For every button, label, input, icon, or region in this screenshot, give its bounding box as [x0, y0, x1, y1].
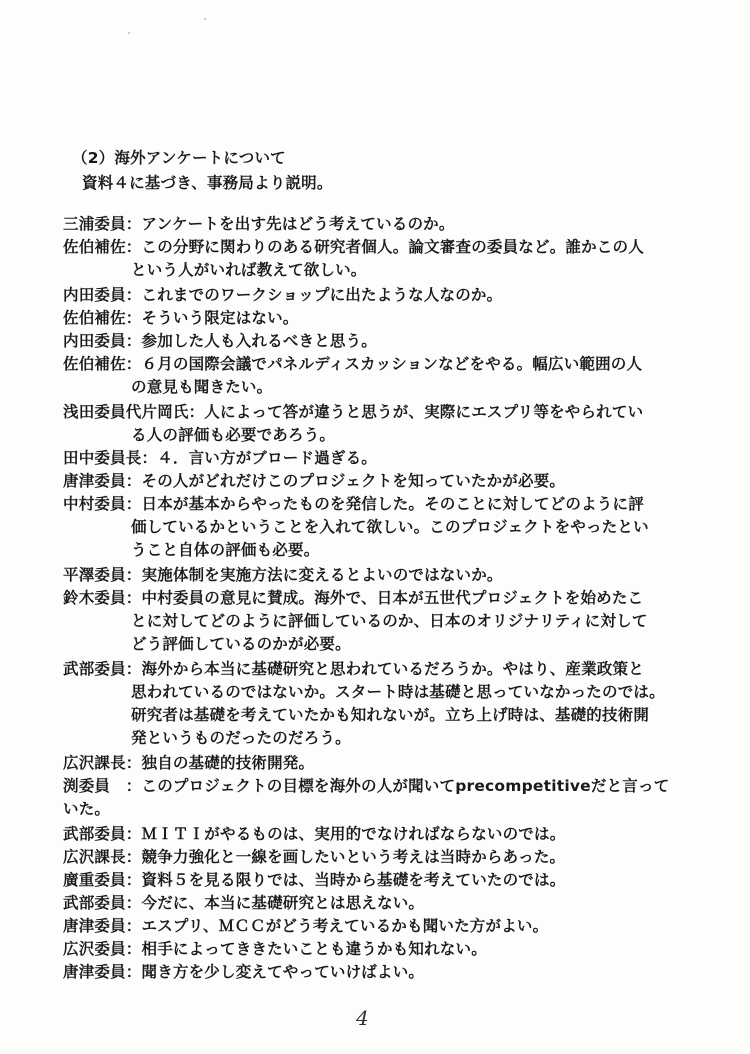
- minutes-line: 広沢課長：独自の基礎的技術開発。: [63, 754, 315, 772]
- minutes-line: 浅田委員代片岡氏：人によって答が違うと思うが、実際にエスプリ等をやられてい: [63, 403, 644, 421]
- minutes-line: 武部委員：海外から本当に基礎研究と思われているだろうか。やはり、産業政策と: [63, 660, 644, 678]
- minutes-line: 発というものだったのだろう。: [131, 729, 351, 747]
- minutes-line: という人がいれば教えて欲しい。: [131, 261, 367, 279]
- minutes-line: 佐伯補佐：この分野に関わりのある研究者個人。論文審査の委員など。誰かこの人: [63, 238, 644, 256]
- minutes-line: 唐津委員：エスプリ、ＭＣＣがどう考えているかも聞いた方がよい。: [63, 917, 549, 935]
- minutes-line: 田中委員長：４．言い方がブロード過ぎる。: [63, 449, 378, 467]
- minutes-line: 広沢委員：相手によってききたいことも違うかも知れない。: [63, 940, 487, 958]
- minutes-line: 武部委員：今だに、本当に基礎研究とは思えない。: [63, 894, 425, 912]
- minutes-line: 渕委員 ：このプロジェクトの目標を海外の人が聞いてprecompetitiveだと言って: [63, 777, 670, 795]
- minutes-line: どう評価しているのかが必要。: [131, 635, 351, 653]
- section-title: （2）海外アンケートについて: [72, 149, 286, 167]
- page-number: 4: [356, 1006, 369, 1030]
- scan-speck: [128, 32, 130, 34]
- minutes-line: 内田委員：参加した人も入れるべきと思う。: [63, 332, 378, 350]
- minutes-line: 中村委員：日本が基本からやったものを発信した。そのことに対してどのように評: [63, 495, 644, 513]
- minutes-line: 価しているかということを入れて欲しい。このプロジェクトをやったとい: [131, 518, 649, 536]
- minutes-line: 広沢課長：競争力強化と一線を画したいという考えは当時からあった。: [63, 848, 566, 866]
- section-subtitle: 資料４に基づき、事務局より説明。: [82, 174, 333, 192]
- minutes-line: 廣重委員：資料５を見る限りでは、当時から基礎を考えていたのでは。: [63, 871, 566, 889]
- minutes-line: 研究者は基礎を考えていたかも知れないが。立ち上げ時は、基礎的技術開: [131, 706, 650, 724]
- minutes-line: 唐津委員：その人がどれだけこのプロジェクトを知っていたかが必要。: [63, 472, 566, 490]
- minutes-line: 思われているのではないか。スタート時は基礎と思っていなかったのでは。: [131, 683, 665, 701]
- minutes-line: の意見も聞きたい。: [131, 378, 273, 396]
- minutes-line: うこと自体の評価も必要。: [131, 541, 320, 559]
- minutes-line: 鈴木委員：中村委員の意見に賛成。海外で、日本が五世代プロジェクトを始めたこ: [63, 589, 644, 607]
- minutes-line: 唐津委員：聞き方を少し変えてやっていけばよい。: [63, 963, 425, 981]
- minutes-line: 三浦委員：アンケートを出す先はどう考えているのか。: [63, 215, 455, 233]
- minutes-line: 平澤委員：実施体制を実施方法に変えるとよいのではないか。: [63, 566, 503, 584]
- minutes-line: る人の評価も必要であろう。: [131, 426, 336, 444]
- minutes-line: とに対してどのように評価しているのか、日本のオリジナリティに対して: [131, 612, 648, 630]
- minutes-line: 武部委員：ＭＩＴＩがやるものは、実用的でなければならないのでは。: [63, 825, 566, 843]
- minutes-line: いた。: [63, 800, 111, 818]
- minutes-line: 佐伯補佐：そういう限定はない。: [63, 309, 299, 327]
- minutes-line: 佐伯補佐：６月の国際会議でパネルディスカッションなどをやる。幅広い範囲の人: [63, 355, 643, 373]
- scan-speck: [204, 18, 206, 20]
- minutes-line: 内田委員：これまでのワークショップに出たような人なのか。: [63, 286, 503, 304]
